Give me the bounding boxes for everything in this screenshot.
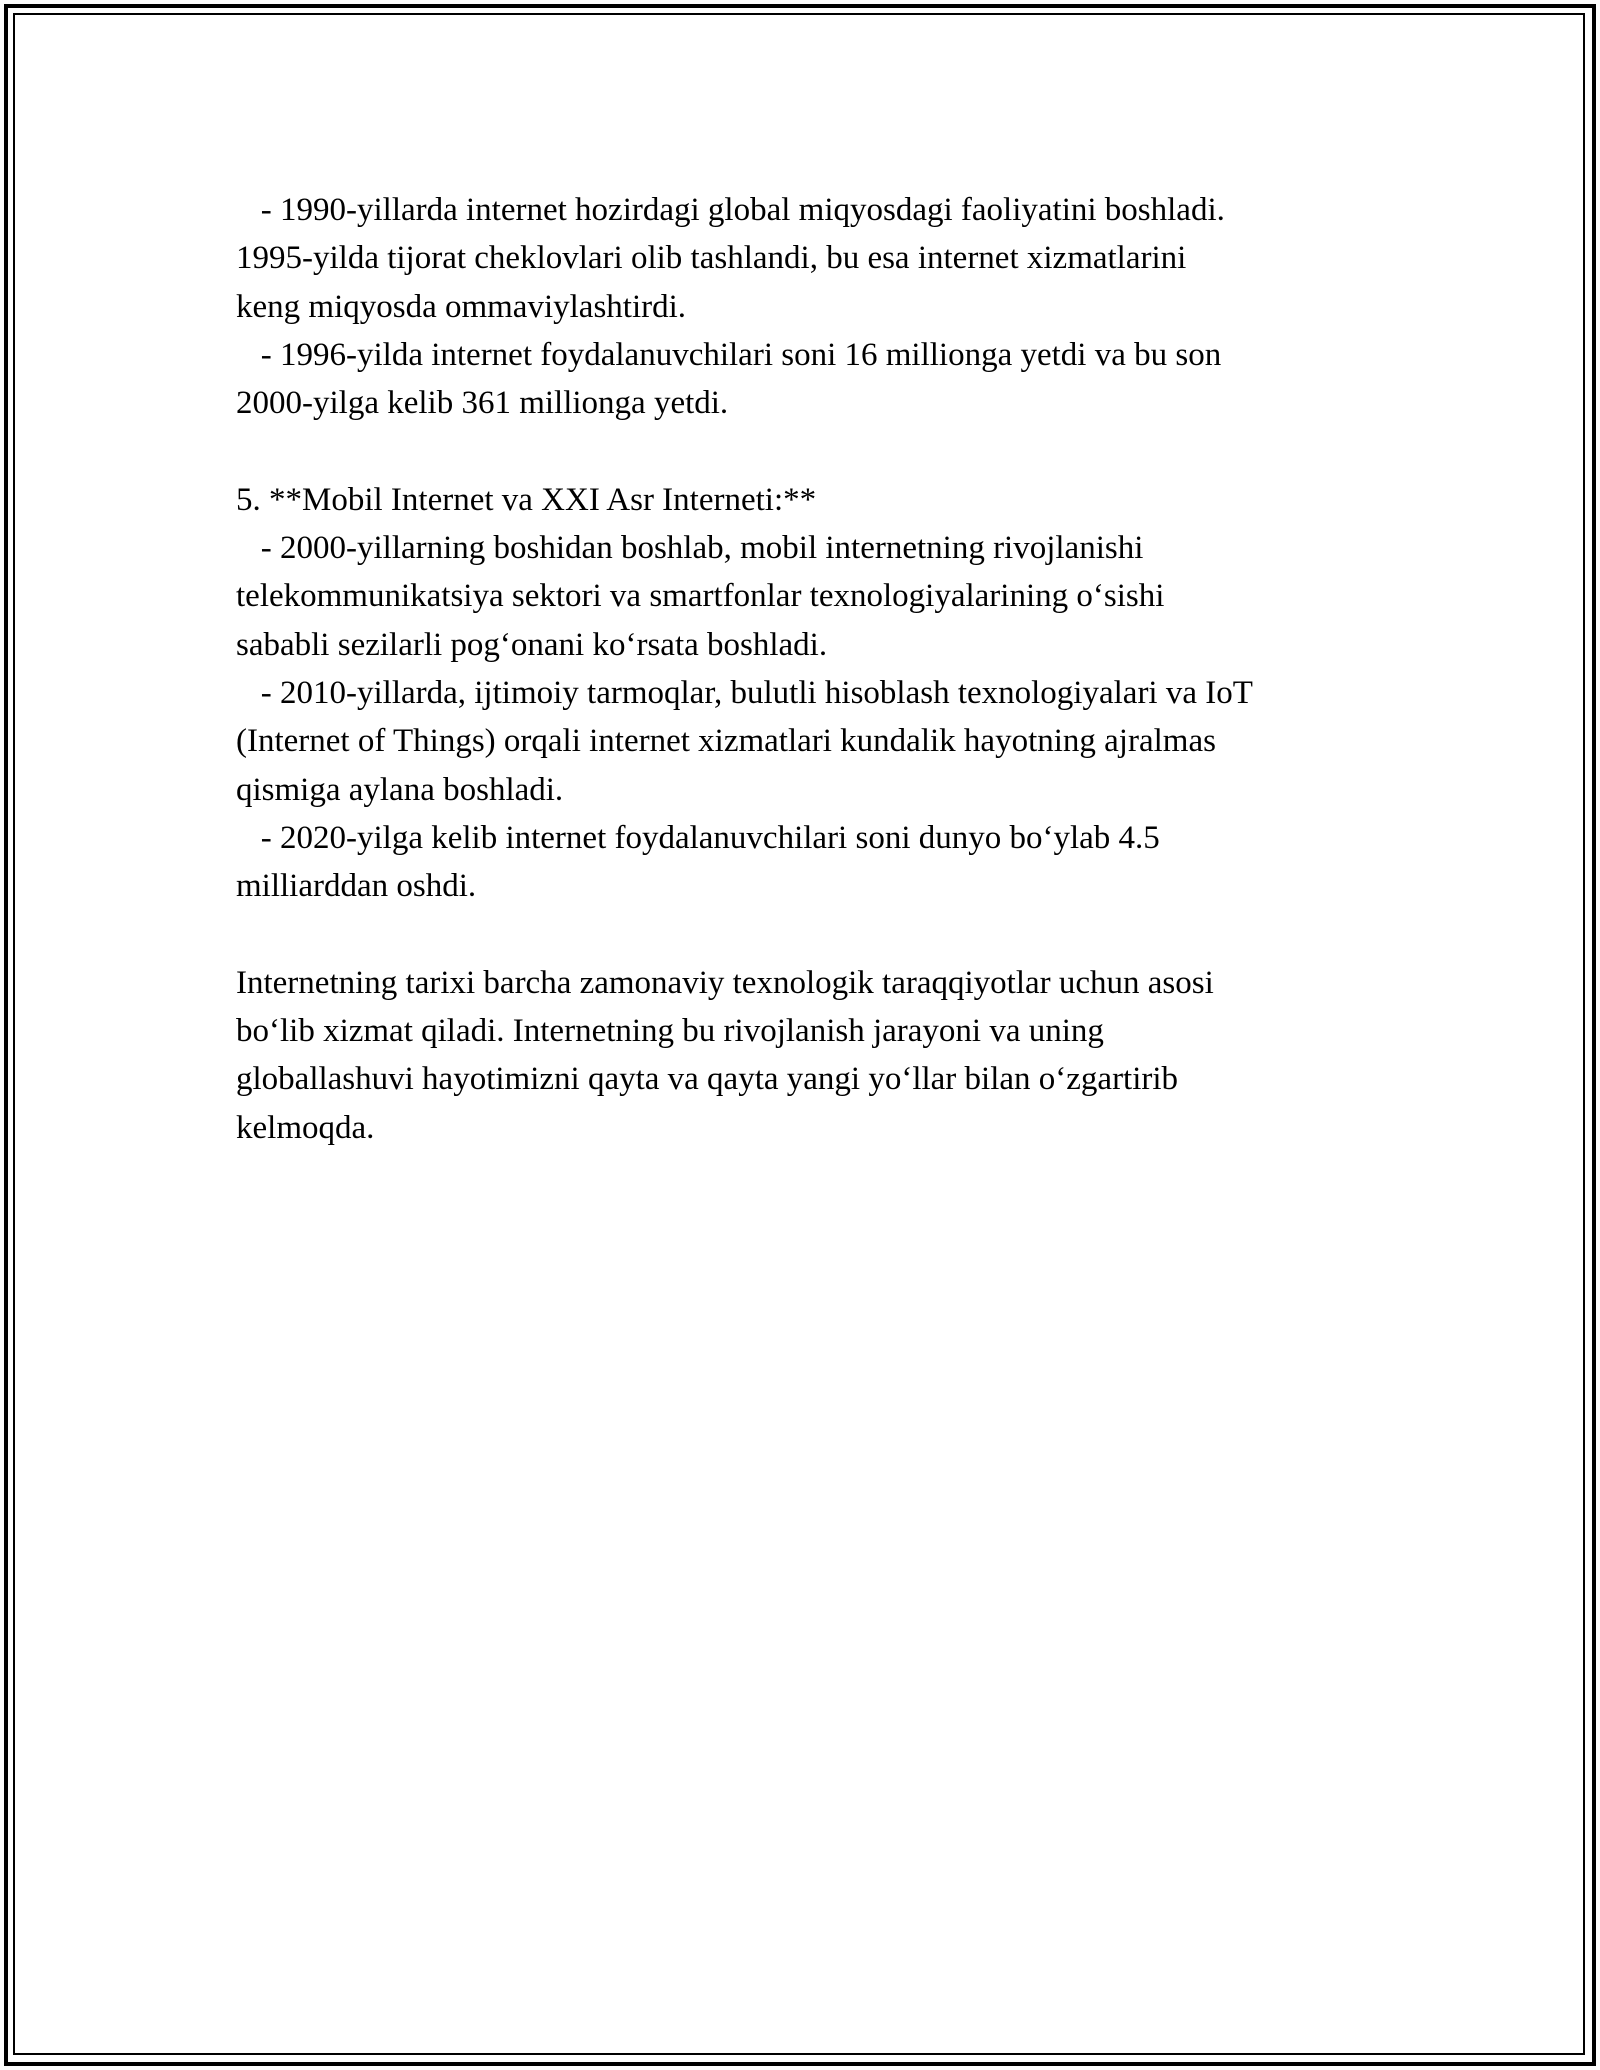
document-body — [236, 186, 1376, 1152]
paragraph-gap — [236, 910, 1376, 958]
text-line: 2000-yilga kelib 361 millionga yetdi. — [236, 385, 729, 422]
text-line: bo‘lib xizmat qiladi. Internetning bu rivojlanish jarayoni va uning — [236, 1013, 1104, 1050]
text-line: telekommunikatsiya sektori va smartfonlar texnologiyalarining o‘sishi — [236, 578, 1165, 615]
text-line: milliarddan oshdi. — [236, 868, 477, 905]
text-line: - 1996-yilda internet foydalanuvchilari soni 16 millionga yetdi va bu son — [236, 336, 1222, 373]
text-line: 1995-yilda tijorat cheklovlari olib tashlandi, bu esa internet xizmatlarini — [236, 240, 1187, 277]
text-line: - 1990-yillarda internet hozirdagi global miqyosdagi faoliyatini boshladi. — [236, 192, 1225, 228]
text-line: globallashuvi hayotimizni qayta va qayta yangi yo‘llar bilan o‘zgartirib — [236, 1061, 1179, 1098]
text-line: - 2010-yillarda, ijtimoiy tarmoqlar, bulutli hisoblash texnologiyalari va IoT — [236, 674, 1253, 711]
text-line: - 2000-yillarning boshidan boshlab, mobil internetning rivojlanishi — [236, 530, 1144, 567]
text-line: qismiga aylana boshladi. — [236, 771, 564, 808]
text-line: kelmoqda. — [236, 1109, 375, 1146]
paragraph-gap — [236, 427, 1376, 475]
text-line: keng miqyosda ommaviylashtirdi. — [236, 288, 687, 325]
text-line: - 2020-yilga kelib internet foydalanuvchilari soni dunyo bo‘ylab 4.5 — [236, 819, 1160, 856]
section-heading: 5. **Mobil Internet va XXI Asr Interneti:** — [236, 481, 817, 518]
text-line: Internetning tarixi barcha zamonaviy texnologik taraqqiyotlar uchun asosi — [236, 964, 1214, 1001]
text-line: (Internet of Things) orqali internet xizmatlari kundalik hayotning ajralmas — [236, 723, 1216, 760]
text-line: sababli sezilarli pog‘onani ko‘rsata boshladi. — [236, 626, 828, 663]
